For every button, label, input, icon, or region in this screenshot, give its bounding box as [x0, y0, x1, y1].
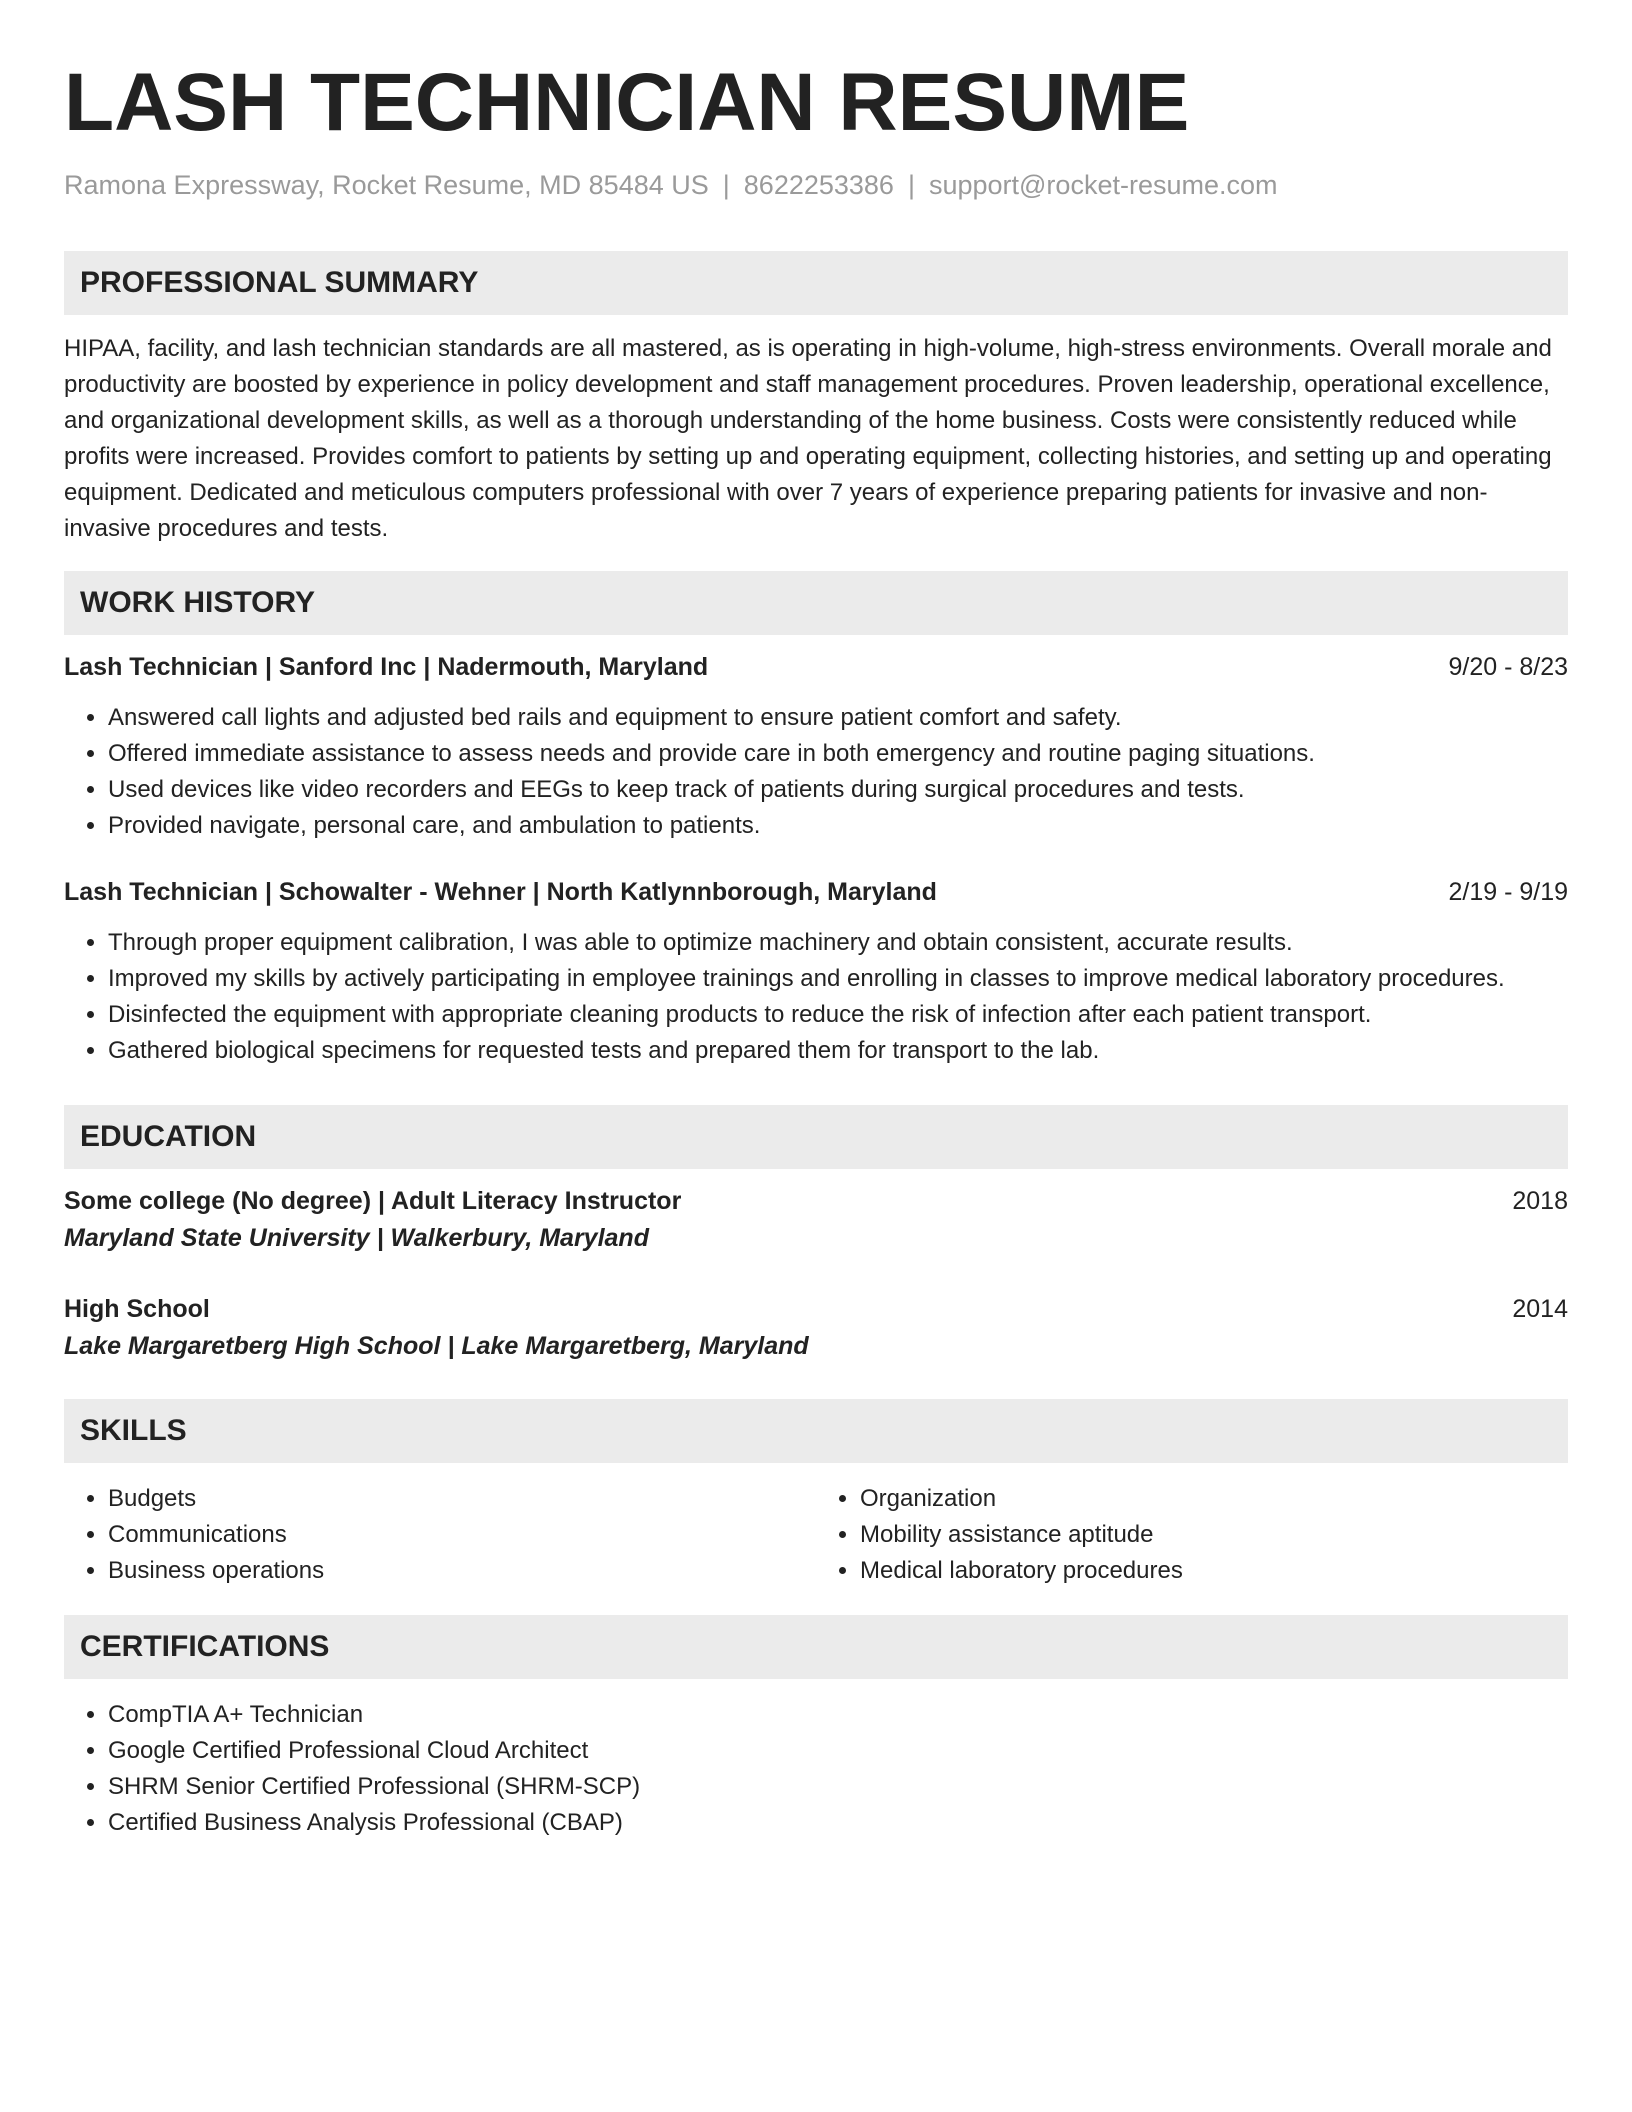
- education-header: [64, 1187, 1568, 1216]
- job-bullets: [64, 925, 1568, 1069]
- contact-separator: |: [907, 170, 915, 200]
- job-bullet: • Disinfected the equipment with appropriate cleaning products to reduce the risk of infection after each patient transport.: [108, 997, 1568, 1033]
- job-title: Lash Technician | Schowalter - Wehner | North Katlynnborough, Maryland: [64, 878, 937, 906]
- job-bullets: [64, 700, 1568, 844]
- job-bullet: • Used devices like video recorders and EEGs to keep track of patients during surgical procedures and tests.: [108, 772, 1568, 808]
- education-school: Maryland State University | Walkerbury, Maryland: [64, 1224, 649, 1252]
- skills-list: [64, 1481, 1568, 1589]
- education-entry: [64, 1187, 1568, 1253]
- job-title: Lash Technician | Sanford Inc | Nadermouth, Maryland: [64, 653, 709, 681]
- job-entry: [64, 878, 1568, 1069]
- contact-address: Ramona Expressway, Rocket Resume, MD 85484 US: [64, 170, 709, 200]
- contact-phone: 8622253386: [743, 170, 894, 200]
- job-bullet: • Offered immediate assistance to assess needs and provide care in both emergency and routine paging situations.: [108, 736, 1568, 772]
- education-degree: High School: [64, 1295, 210, 1323]
- resume-title: LASH TECHNICIAN RESUME: [64, 57, 1190, 148]
- contact-line: [64, 170, 1568, 201]
- education-header: [64, 1295, 1568, 1324]
- job-header: [64, 653, 1568, 682]
- certifications-list: [64, 1697, 1568, 1841]
- job-entry: [64, 653, 1568, 844]
- skill-item: • Medical laboratory procedures: [860, 1553, 1568, 1589]
- skill-item: • Business operations: [108, 1553, 816, 1589]
- summary-text: HIPAA, facility, and lash technician standards are all mastered, as is operating in high-volume, high-stress environments. Overall morale and productivity are boosted by experience in policy development and staff management procedures. Proven leadership, operational excellence, and organizational development skills, as well as a thorough understanding of the home business. Costs were consistently reduced while profits were increased. Provides comfort to patients by setting up and operating equipment, collecting histories, and setting up and operating equipment. Dedicated and meticulous computers professional with over 7 years of experience preparing patients for invasive and non-invasive procedures and tests.: [64, 335, 1552, 542]
- contact-email: support@rocket-resume.com: [928, 170, 1278, 200]
- section-heading-summary: PROFESSIONAL SUMMARY: [64, 251, 1568, 315]
- education-school: Lake Margaretberg High School | Lake Margaretberg, Maryland: [64, 1332, 809, 1360]
- section-heading-education: EDUCATION: [64, 1105, 1568, 1169]
- education-degree: Some college (No degree) | Adult Literacy Instructor: [64, 1187, 682, 1215]
- skill-item: • Communications: [108, 1517, 816, 1553]
- skill-item: • Organization: [860, 1481, 1568, 1517]
- education-entry: [64, 1295, 1568, 1361]
- job-dates: 9/20 - 8/23: [1448, 653, 1568, 681]
- job-dates: 2/19 - 9/19: [1448, 878, 1568, 906]
- certification-item: • Certified Business Analysis Professional (CBAP): [108, 1805, 1568, 1841]
- skill-item: • Mobility assistance aptitude: [860, 1517, 1568, 1553]
- certification-item: • Google Certified Professional Cloud Architect: [108, 1733, 1568, 1769]
- job-bullet: • Gathered biological specimens for requested tests and prepared them for transport to the lab.: [108, 1033, 1568, 1069]
- certification-item: • SHRM Senior Certified Professional (SHRM-SCP): [108, 1769, 1568, 1805]
- contact-separator: |: [722, 170, 730, 200]
- skills-column-left: [64, 1481, 816, 1589]
- education-year: 2014: [1512, 1295, 1568, 1323]
- skills-column-right: [816, 1481, 1568, 1589]
- section-heading-skills: SKILLS: [64, 1399, 1568, 1463]
- job-bullet: • Through proper equipment calibration, I was able to optimize machinery and obtain consistent, accurate results.: [108, 925, 1568, 961]
- skill-item: • Budgets: [108, 1481, 816, 1517]
- job-bullet: • Improved my skills by actively participating in employee trainings and enrolling in classes to improve medical laboratory procedures.: [108, 961, 1568, 997]
- section-heading-certifications: CERTIFICATIONS: [64, 1615, 1568, 1679]
- certification-item: • CompTIA A+ Technician: [108, 1697, 1568, 1733]
- job-bullet: • Answered call lights and adjusted bed rails and equipment to ensure patient comfort and safety.: [108, 700, 1568, 736]
- education-year: 2018: [1512, 1187, 1568, 1215]
- job-bullet: • Provided navigate, personal care, and ambulation to patients.: [108, 808, 1568, 844]
- section-heading-work-history: WORK HISTORY: [64, 571, 1568, 635]
- job-header: [64, 878, 1568, 907]
